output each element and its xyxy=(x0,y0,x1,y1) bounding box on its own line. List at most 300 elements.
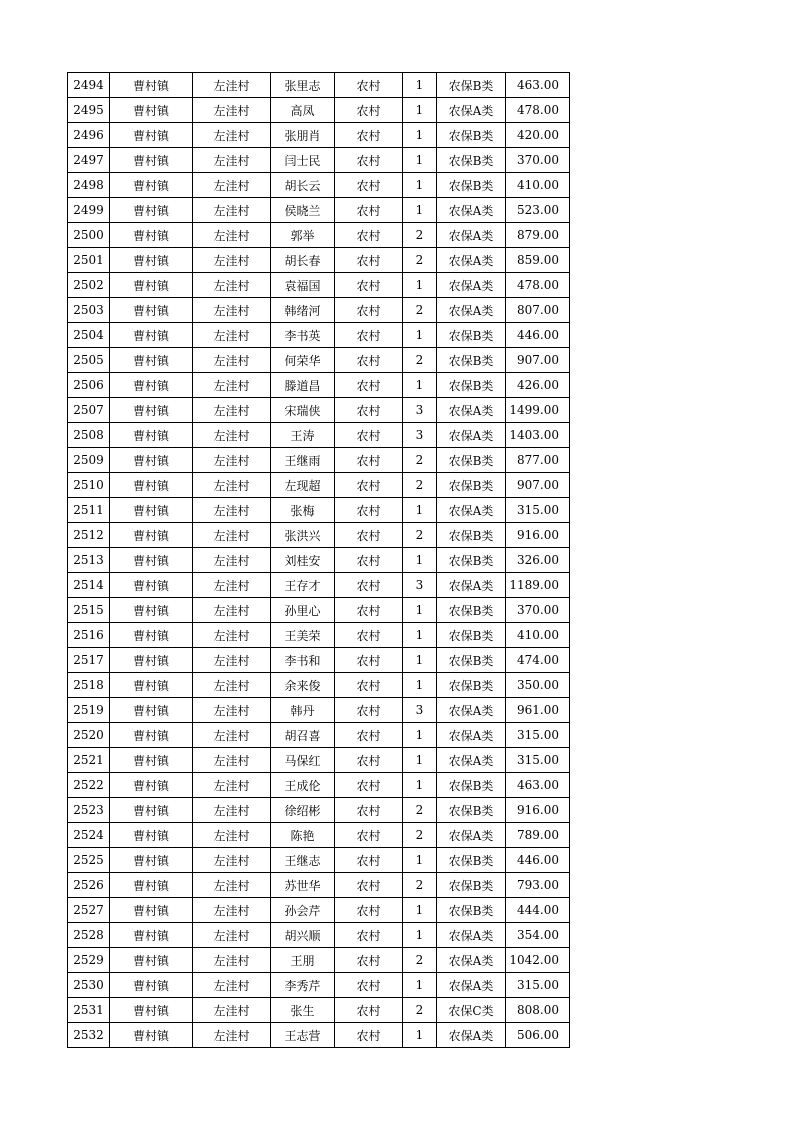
area-type-cell: 农村 xyxy=(335,198,403,223)
row-number-cell: 2505 xyxy=(68,348,110,373)
row-number-cell: 2504 xyxy=(68,323,110,348)
name-cell: 余来俊 xyxy=(271,673,335,698)
village-cell: 左洼村 xyxy=(193,623,271,648)
name-cell: 张朋肖 xyxy=(271,123,335,148)
household-count-cell: 2 xyxy=(403,248,437,273)
amount-cell: 426.00 xyxy=(506,373,570,398)
town-cell: 曹村镇 xyxy=(110,98,193,123)
amount-cell: 350.00 xyxy=(506,673,570,698)
table-body xyxy=(68,73,570,1048)
table-row xyxy=(68,523,570,548)
village-cell: 左洼村 xyxy=(193,698,271,723)
name-cell: 王涛 xyxy=(271,423,335,448)
category-cell: 农保B类 xyxy=(437,523,506,548)
row-number-cell: 2519 xyxy=(68,698,110,723)
table-row xyxy=(68,898,570,923)
village-cell: 左洼村 xyxy=(193,98,271,123)
category-cell: 农保B类 xyxy=(437,323,506,348)
area-type-cell: 农村 xyxy=(335,923,403,948)
town-cell: 曹村镇 xyxy=(110,223,193,248)
amount-cell: 478.00 xyxy=(506,98,570,123)
table-row xyxy=(68,348,570,373)
amount-cell: 961.00 xyxy=(506,698,570,723)
town-cell: 曹村镇 xyxy=(110,298,193,323)
row-number-cell: 2527 xyxy=(68,898,110,923)
village-cell: 左洼村 xyxy=(193,848,271,873)
name-cell: 陈艳 xyxy=(271,823,335,848)
amount-cell: 879.00 xyxy=(506,223,570,248)
town-cell: 曹村镇 xyxy=(110,548,193,573)
category-cell: 农保A类 xyxy=(437,98,506,123)
name-cell: 张里志 xyxy=(271,73,335,98)
town-cell: 曹村镇 xyxy=(110,123,193,148)
amount-cell: 789.00 xyxy=(506,823,570,848)
row-number-cell: 2512 xyxy=(68,523,110,548)
category-cell: 农保A类 xyxy=(437,223,506,248)
table-row xyxy=(68,573,570,598)
household-count-cell: 1 xyxy=(403,73,437,98)
area-type-cell: 农村 xyxy=(335,573,403,598)
household-count-cell: 1 xyxy=(403,323,437,348)
name-cell: 孙会芹 xyxy=(271,898,335,923)
row-number-cell: 2529 xyxy=(68,948,110,973)
town-cell: 曹村镇 xyxy=(110,448,193,473)
area-type-cell: 农村 xyxy=(335,298,403,323)
household-count-cell: 1 xyxy=(403,548,437,573)
town-cell: 曹村镇 xyxy=(110,423,193,448)
town-cell: 曹村镇 xyxy=(110,198,193,223)
category-cell: 农保A类 xyxy=(437,1023,506,1048)
village-cell: 左洼村 xyxy=(193,948,271,973)
table-row xyxy=(68,1023,570,1048)
table-row xyxy=(68,923,570,948)
town-cell: 曹村镇 xyxy=(110,273,193,298)
row-number-cell: 2521 xyxy=(68,748,110,773)
category-cell: 农保B类 xyxy=(437,598,506,623)
amount-cell: 326.00 xyxy=(506,548,570,573)
area-type-cell: 农村 xyxy=(335,973,403,998)
name-cell: 王朋 xyxy=(271,948,335,973)
table-row xyxy=(68,548,570,573)
household-count-cell: 1 xyxy=(403,1023,437,1048)
village-cell: 左洼村 xyxy=(193,673,271,698)
household-count-cell: 1 xyxy=(403,273,437,298)
village-cell: 左洼村 xyxy=(193,898,271,923)
table-row xyxy=(68,198,570,223)
household-count-cell: 1 xyxy=(403,123,437,148)
amount-cell: 446.00 xyxy=(506,848,570,873)
area-type-cell: 农村 xyxy=(335,148,403,173)
area-type-cell: 农村 xyxy=(335,598,403,623)
name-cell: 左现超 xyxy=(271,473,335,498)
category-cell: 农保B类 xyxy=(437,123,506,148)
row-number-cell: 2494 xyxy=(68,73,110,98)
row-number-cell: 2495 xyxy=(68,98,110,123)
village-cell: 左洼村 xyxy=(193,148,271,173)
row-number-cell: 2520 xyxy=(68,723,110,748)
row-number-cell: 2522 xyxy=(68,773,110,798)
table-row xyxy=(68,273,570,298)
town-cell: 曹村镇 xyxy=(110,748,193,773)
amount-cell: 315.00 xyxy=(506,498,570,523)
row-number-cell: 2499 xyxy=(68,198,110,223)
town-cell: 曹村镇 xyxy=(110,973,193,998)
area-type-cell: 农村 xyxy=(335,548,403,573)
name-cell: 王成伦 xyxy=(271,773,335,798)
area-type-cell: 农村 xyxy=(335,498,403,523)
row-number-cell: 2516 xyxy=(68,623,110,648)
town-cell: 曹村镇 xyxy=(110,898,193,923)
name-cell: 王志营 xyxy=(271,1023,335,1048)
area-type-cell: 农村 xyxy=(335,398,403,423)
household-count-cell: 1 xyxy=(403,773,437,798)
amount-cell: 1042.00 xyxy=(506,948,570,973)
household-count-cell: 1 xyxy=(403,648,437,673)
category-cell: 农保B类 xyxy=(437,798,506,823)
area-type-cell: 农村 xyxy=(335,673,403,698)
category-cell: 农保A类 xyxy=(437,398,506,423)
category-cell: 农保B类 xyxy=(437,173,506,198)
town-cell: 曹村镇 xyxy=(110,998,193,1023)
category-cell: 农保A类 xyxy=(437,723,506,748)
area-type-cell: 农村 xyxy=(335,798,403,823)
village-cell: 左洼村 xyxy=(193,348,271,373)
table-row xyxy=(68,998,570,1023)
name-cell: 高凤 xyxy=(271,98,335,123)
amount-cell: 354.00 xyxy=(506,923,570,948)
amount-cell: 523.00 xyxy=(506,198,570,223)
town-cell: 曹村镇 xyxy=(110,573,193,598)
area-type-cell: 农村 xyxy=(335,723,403,748)
household-count-cell: 2 xyxy=(403,348,437,373)
household-count-cell: 1 xyxy=(403,673,437,698)
amount-cell: 478.00 xyxy=(506,273,570,298)
category-cell: 农保A类 xyxy=(437,948,506,973)
table-row xyxy=(68,298,570,323)
table-row xyxy=(68,498,570,523)
table-row xyxy=(68,423,570,448)
area-type-cell: 农村 xyxy=(335,523,403,548)
name-cell: 张洪兴 xyxy=(271,523,335,548)
amount-cell: 370.00 xyxy=(506,148,570,173)
town-cell: 曹村镇 xyxy=(110,498,193,523)
area-type-cell: 农村 xyxy=(335,848,403,873)
town-cell: 曹村镇 xyxy=(110,398,193,423)
village-cell: 左洼村 xyxy=(193,298,271,323)
row-number-cell: 2514 xyxy=(68,573,110,598)
village-cell: 左洼村 xyxy=(193,598,271,623)
category-cell: 农保B类 xyxy=(437,548,506,573)
amount-cell: 315.00 xyxy=(506,748,570,773)
row-number-cell: 2498 xyxy=(68,173,110,198)
village-cell: 左洼村 xyxy=(193,73,271,98)
household-count-cell: 1 xyxy=(403,148,437,173)
village-cell: 左洼村 xyxy=(193,223,271,248)
row-number-cell: 2518 xyxy=(68,673,110,698)
town-cell: 曹村镇 xyxy=(110,173,193,198)
name-cell: 胡兴顺 xyxy=(271,923,335,948)
amount-cell: 410.00 xyxy=(506,623,570,648)
name-cell: 滕道昌 xyxy=(271,373,335,398)
town-cell: 曹村镇 xyxy=(110,473,193,498)
table-row xyxy=(68,848,570,873)
category-cell: 农保B类 xyxy=(437,673,506,698)
table-row xyxy=(68,173,570,198)
table-row xyxy=(68,673,570,698)
village-cell: 左洼村 xyxy=(193,198,271,223)
category-cell: 农保B类 xyxy=(437,773,506,798)
amount-cell: 793.00 xyxy=(506,873,570,898)
area-type-cell: 农村 xyxy=(335,948,403,973)
amount-cell: 370.00 xyxy=(506,598,570,623)
village-cell: 左洼村 xyxy=(193,548,271,573)
area-type-cell: 农村 xyxy=(335,123,403,148)
area-type-cell: 农村 xyxy=(335,98,403,123)
village-cell: 左洼村 xyxy=(193,523,271,548)
category-cell: 农保B类 xyxy=(437,648,506,673)
amount-cell: 907.00 xyxy=(506,348,570,373)
table-row xyxy=(68,873,570,898)
table-row xyxy=(68,773,570,798)
name-cell: 胡长云 xyxy=(271,173,335,198)
amount-cell: 907.00 xyxy=(506,473,570,498)
name-cell: 侯晓兰 xyxy=(271,198,335,223)
category-cell: 农保A类 xyxy=(437,273,506,298)
row-number-cell: 2506 xyxy=(68,373,110,398)
row-number-cell: 2517 xyxy=(68,648,110,673)
category-cell: 农保A类 xyxy=(437,498,506,523)
amount-cell: 474.00 xyxy=(506,648,570,673)
category-cell: 农保A类 xyxy=(437,923,506,948)
household-count-cell: 2 xyxy=(403,223,437,248)
category-cell: 农保B类 xyxy=(437,473,506,498)
town-cell: 曹村镇 xyxy=(110,73,193,98)
household-count-cell: 2 xyxy=(403,873,437,898)
row-number-cell: 2524 xyxy=(68,823,110,848)
household-count-cell: 2 xyxy=(403,948,437,973)
name-cell: 孙里心 xyxy=(271,598,335,623)
amount-cell: 444.00 xyxy=(506,898,570,923)
village-cell: 左洼村 xyxy=(193,998,271,1023)
village-cell: 左洼村 xyxy=(193,123,271,148)
household-count-cell: 1 xyxy=(403,848,437,873)
table-row xyxy=(68,148,570,173)
table-row xyxy=(68,448,570,473)
row-number-cell: 2501 xyxy=(68,248,110,273)
area-type-cell: 农村 xyxy=(335,273,403,298)
town-cell: 曹村镇 xyxy=(110,673,193,698)
village-cell: 左洼村 xyxy=(193,373,271,398)
name-cell: 苏世华 xyxy=(271,873,335,898)
amount-cell: 1403.00 xyxy=(506,423,570,448)
category-cell: 农保A类 xyxy=(437,423,506,448)
category-cell: 农保B类 xyxy=(437,148,506,173)
row-number-cell: 2526 xyxy=(68,873,110,898)
area-type-cell: 农村 xyxy=(335,473,403,498)
area-type-cell: 农村 xyxy=(335,323,403,348)
category-cell: 农保A类 xyxy=(437,973,506,998)
row-number-cell: 2502 xyxy=(68,273,110,298)
town-cell: 曹村镇 xyxy=(110,598,193,623)
area-type-cell: 农村 xyxy=(335,873,403,898)
area-type-cell: 农村 xyxy=(335,73,403,98)
village-cell: 左洼村 xyxy=(193,1023,271,1048)
town-cell: 曹村镇 xyxy=(110,798,193,823)
amount-cell: 463.00 xyxy=(506,773,570,798)
category-cell: 农保B类 xyxy=(437,623,506,648)
name-cell: 李秀芹 xyxy=(271,973,335,998)
row-number-cell: 2515 xyxy=(68,598,110,623)
area-type-cell: 农村 xyxy=(335,173,403,198)
category-cell: 农保A类 xyxy=(437,198,506,223)
household-count-cell: 1 xyxy=(403,198,437,223)
category-cell: 农保B类 xyxy=(437,898,506,923)
village-cell: 左洼村 xyxy=(193,248,271,273)
row-number-cell: 2497 xyxy=(68,148,110,173)
area-type-cell: 农村 xyxy=(335,773,403,798)
row-number-cell: 2530 xyxy=(68,973,110,998)
name-cell: 徐绍彬 xyxy=(271,798,335,823)
area-type-cell: 农村 xyxy=(335,223,403,248)
village-cell: 左洼村 xyxy=(193,798,271,823)
village-cell: 左洼村 xyxy=(193,498,271,523)
amount-cell: 446.00 xyxy=(506,323,570,348)
area-type-cell: 农村 xyxy=(335,348,403,373)
category-cell: 农保A类 xyxy=(437,748,506,773)
village-cell: 左洼村 xyxy=(193,823,271,848)
category-cell: 农保A类 xyxy=(437,823,506,848)
name-cell: 李书和 xyxy=(271,648,335,673)
amount-cell: 877.00 xyxy=(506,448,570,473)
town-cell: 曹村镇 xyxy=(110,873,193,898)
amount-cell: 1499.00 xyxy=(506,398,570,423)
amount-cell: 420.00 xyxy=(506,123,570,148)
village-cell: 左洼村 xyxy=(193,323,271,348)
household-count-cell: 2 xyxy=(403,823,437,848)
town-cell: 曹村镇 xyxy=(110,648,193,673)
village-cell: 左洼村 xyxy=(193,748,271,773)
household-count-cell: 2 xyxy=(403,473,437,498)
town-cell: 曹村镇 xyxy=(110,148,193,173)
name-cell: 张梅 xyxy=(271,498,335,523)
table-row xyxy=(68,373,570,398)
row-number-cell: 2503 xyxy=(68,298,110,323)
area-type-cell: 农村 xyxy=(335,823,403,848)
name-cell: 何荣华 xyxy=(271,348,335,373)
town-cell: 曹村镇 xyxy=(110,823,193,848)
table-row xyxy=(68,223,570,248)
town-cell: 曹村镇 xyxy=(110,523,193,548)
household-count-cell: 1 xyxy=(403,498,437,523)
amount-cell: 463.00 xyxy=(506,73,570,98)
village-cell: 左洼村 xyxy=(193,173,271,198)
row-number-cell: 2507 xyxy=(68,398,110,423)
household-count-cell: 1 xyxy=(403,623,437,648)
amount-cell: 807.00 xyxy=(506,298,570,323)
town-cell: 曹村镇 xyxy=(110,923,193,948)
town-cell: 曹村镇 xyxy=(110,948,193,973)
data-table xyxy=(67,72,570,1048)
table-row xyxy=(68,73,570,98)
table-row xyxy=(68,648,570,673)
amount-cell: 315.00 xyxy=(506,723,570,748)
area-type-cell: 农村 xyxy=(335,248,403,273)
row-number-cell: 2513 xyxy=(68,548,110,573)
amount-cell: 1189.00 xyxy=(506,573,570,598)
row-number-cell: 2500 xyxy=(68,223,110,248)
amount-cell: 859.00 xyxy=(506,248,570,273)
table-row xyxy=(68,798,570,823)
table-row xyxy=(68,948,570,973)
village-cell: 左洼村 xyxy=(193,973,271,998)
name-cell: 韩绪河 xyxy=(271,298,335,323)
amount-cell: 916.00 xyxy=(506,523,570,548)
household-count-cell: 3 xyxy=(403,423,437,448)
row-number-cell: 2531 xyxy=(68,998,110,1023)
table-row xyxy=(68,823,570,848)
household-count-cell: 1 xyxy=(403,723,437,748)
category-cell: 农保A类 xyxy=(437,248,506,273)
name-cell: 王存才 xyxy=(271,573,335,598)
area-type-cell: 农村 xyxy=(335,423,403,448)
amount-cell: 506.00 xyxy=(506,1023,570,1048)
table-row xyxy=(68,398,570,423)
town-cell: 曹村镇 xyxy=(110,1023,193,1048)
name-cell: 胡长春 xyxy=(271,248,335,273)
town-cell: 曹村镇 xyxy=(110,348,193,373)
name-cell: 王继雨 xyxy=(271,448,335,473)
name-cell: 宋瑞侠 xyxy=(271,398,335,423)
row-number-cell: 2496 xyxy=(68,123,110,148)
area-type-cell: 农村 xyxy=(335,1023,403,1048)
row-number-cell: 2528 xyxy=(68,923,110,948)
table-row xyxy=(68,623,570,648)
household-count-cell: 1 xyxy=(403,373,437,398)
area-type-cell: 农村 xyxy=(335,448,403,473)
town-cell: 曹村镇 xyxy=(110,373,193,398)
area-type-cell: 农村 xyxy=(335,648,403,673)
table-row xyxy=(68,248,570,273)
household-count-cell: 1 xyxy=(403,898,437,923)
household-count-cell: 2 xyxy=(403,798,437,823)
household-count-cell: 1 xyxy=(403,98,437,123)
name-cell: 马保红 xyxy=(271,748,335,773)
household-count-cell: 1 xyxy=(403,748,437,773)
amount-cell: 410.00 xyxy=(506,173,570,198)
category-cell: 农保B类 xyxy=(437,73,506,98)
category-cell: 农保A类 xyxy=(437,298,506,323)
town-cell: 曹村镇 xyxy=(110,848,193,873)
area-type-cell: 农村 xyxy=(335,698,403,723)
household-count-cell: 1 xyxy=(403,173,437,198)
village-cell: 左洼村 xyxy=(193,648,271,673)
village-cell: 左洼村 xyxy=(193,473,271,498)
town-cell: 曹村镇 xyxy=(110,323,193,348)
amount-cell: 916.00 xyxy=(506,798,570,823)
table-row xyxy=(68,698,570,723)
category-cell: 农保A类 xyxy=(437,698,506,723)
table-row xyxy=(68,973,570,998)
village-cell: 左洼村 xyxy=(193,573,271,598)
category-cell: 农保B类 xyxy=(437,348,506,373)
household-count-cell: 2 xyxy=(403,298,437,323)
area-type-cell: 农村 xyxy=(335,898,403,923)
area-type-cell: 农村 xyxy=(335,748,403,773)
area-type-cell: 农村 xyxy=(335,623,403,648)
town-cell: 曹村镇 xyxy=(110,248,193,273)
table-row xyxy=(68,98,570,123)
household-count-cell: 2 xyxy=(403,998,437,1023)
